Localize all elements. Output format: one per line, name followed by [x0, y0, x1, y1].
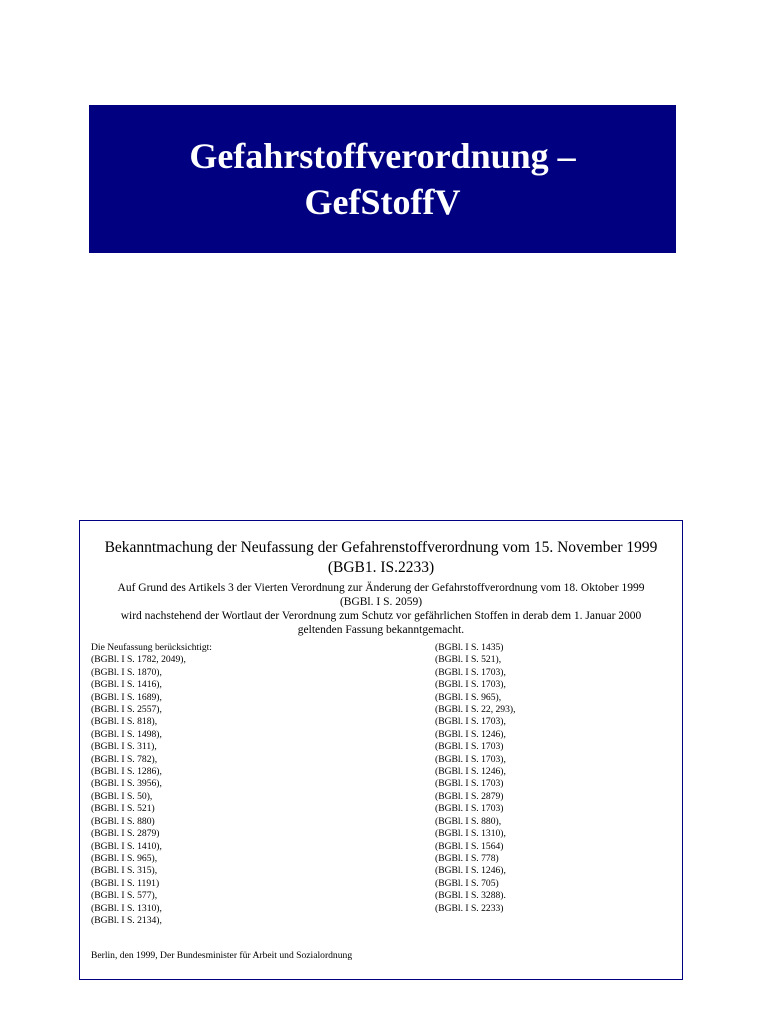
amendment-entry: (BGBl. I S. 1703), [435, 716, 506, 728]
amendment-entry: (BGBl. I S. 521) [91, 803, 155, 815]
amendment-entry: (BGBl. I S. 2233) [435, 902, 504, 914]
amendment-entry: (BGBl. I S. 1703) [435, 741, 504, 753]
amendment-entry: (BGBl. I S. 1410), [91, 840, 162, 852]
notice-intro [80, 581, 682, 637]
amendment-entry: (BGBl. I S. 1703), [435, 666, 506, 678]
intro-line: Auf Grund des Artikels 3 der Vierten Verordnung zur Änderung der Gefahrstoffverordnung vom 18. Oktober 1999 [117, 582, 645, 594]
amendment-entry: (BGBl. I S. 778) [435, 852, 499, 864]
amendment-entry: (BGBl. I S. 1689), [91, 691, 162, 703]
amendment-entry: (BGBl. I S. 1310), [91, 902, 162, 914]
amendment-entry: (BGBl. I S. 1870), [91, 666, 162, 678]
amendments-left-column [91, 642, 212, 927]
signature-line: Berlin, den 1999, Der Bundesminister für Arbeit und Sozialordnung [91, 950, 353, 961]
amendment-entry: (BGBl. I S. 1246), [435, 766, 506, 778]
amendment-entry: Die Neufassung berücksichtigt: [91, 642, 212, 653]
amendment-entry: (BGBl. I S. 1246), [435, 728, 506, 740]
amendment-entry: (BGBl. I S. 2879) [91, 828, 160, 840]
amendment-entry: (BGBl. I S. 705) [435, 877, 499, 889]
amendment-entry: (BGBl. I S. 965), [91, 852, 158, 864]
amendment-entry: (BGBl. I S. 782), [91, 753, 158, 765]
intro-line: geltenden Fassung bekanntgemacht. [297, 624, 465, 636]
amendment-entry: (BGBl. I S. 311), [91, 741, 157, 753]
amendment-entry: (BGBl. I S. 315), [91, 865, 158, 877]
amendment-entry: (BGBl. I S. 3956), [91, 778, 162, 790]
document-title-line-2: GefStoffV [304, 182, 461, 222]
amendment-entry: (BGBl. I S. 22, 293), [435, 704, 516, 716]
amendment-entry: (BGBl. I S. 1703) [435, 778, 504, 790]
amendment-entry: (BGBl. I S. 2557), [91, 704, 162, 716]
amendment-entry: (BGBl. I S. 1703) [435, 803, 504, 815]
amendment-entry: (BGBl. I S. 1191) [91, 877, 160, 889]
amendment-entry: (BGBl. I S. 1498), [91, 728, 162, 740]
amendments-right-column [435, 642, 515, 915]
amendment-entry: (BGBl. I S. 1564) [435, 840, 504, 852]
amendment-entry: (BGBl. I S. 1246), [435, 865, 506, 877]
amendment-entry: (BGBl. I S. 965), [435, 691, 502, 703]
amendment-entry: (BGBl. I S. 880), [435, 815, 502, 827]
title-banner [89, 105, 676, 253]
amendment-entry: (BGBl. I S. 521), [435, 654, 502, 666]
amendment-entry: (BGBl. I S. 50), [91, 790, 153, 802]
amendment-entry: (BGBl. I S. 2879) [435, 790, 504, 802]
amendment-entry: (BGBl. I S. 1703), [435, 679, 506, 691]
notice-box [79, 520, 683, 980]
amendment-entry: (BGBl. I S. 1435) [435, 642, 504, 653]
amendment-entry: (BGBl. I S. 1416), [91, 679, 162, 691]
document-title-line-1: Gefahrstoffverordnung – [189, 136, 576, 176]
amendment-entry: (BGBl. I S. 3288). [435, 890, 506, 902]
amendment-entry: (BGBl. I S. 1286), [91, 766, 162, 778]
intro-line: wird nachstehend der Wortlaut der Verordnung zum Schutz vor gefährlichen Stoffen in derab dem 1. Januar 2000 [120, 610, 642, 622]
amendment-entry: (BGBl. I S. 1310), [435, 828, 506, 840]
intro-line: (BGBl. I S. 2059) [339, 596, 423, 608]
amendment-entry: (BGBl. I S. 1703), [435, 753, 506, 765]
amendment-entry: (BGBl. I S. 880) [91, 815, 155, 827]
notice-heading-line-1: Bekanntmachung der Neufassung der Gefahrenstoffverordnung vom 15. November 1999 [104, 539, 658, 556]
notice-heading [80, 538, 682, 578]
amendment-entry: (BGBl. I S. 2134), [91, 914, 162, 926]
amendment-entry: (BGBl. I S. 1782, 2049), [91, 654, 186, 666]
amendment-entry: (BGBl. I S. 818), [91, 716, 158, 728]
amendment-entry: (BGBl. I S. 577), [91, 890, 158, 902]
notice-heading-line-2: (BGB1. IS.2233) [327, 559, 435, 576]
